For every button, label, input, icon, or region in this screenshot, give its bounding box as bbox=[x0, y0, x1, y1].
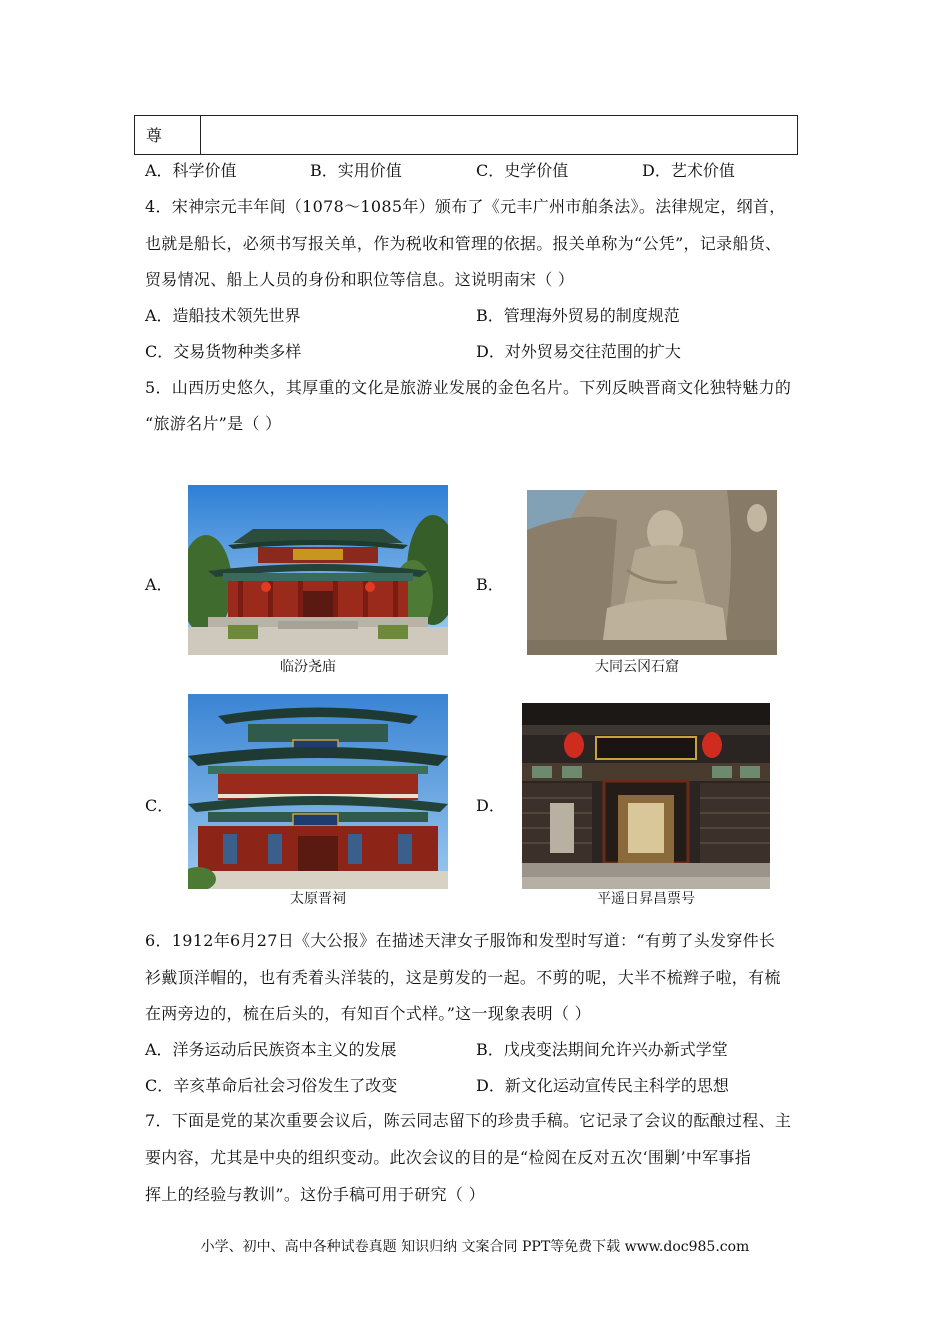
q5-caption-d: 平遥日昇昌票号 bbox=[597, 891, 695, 907]
q5-option-b-letter: B． bbox=[476, 575, 504, 594]
rishengchang-photo bbox=[522, 703, 770, 889]
q4-stem-line-2: 也就是船长，必须书写报关单，作为税收和管理的依据。报关单称为“公凭”，记录船货、 bbox=[145, 234, 782, 253]
q3-option-c: C．史学价值 bbox=[476, 161, 569, 180]
q5-caption-a: 临汾尧庙 bbox=[280, 659, 336, 675]
q4-stem-line-1: 4．宋神宗元丰年间（1078～1085年）颁布了《元丰广州市舶条法》。法律规定，纲首， bbox=[145, 197, 786, 216]
page-footer: 小学、初中、高中各种试卷真题 知识归纳 文案合同 PPT等免费下载 www.doc985.com bbox=[200, 1239, 750, 1255]
rishengchang-sign bbox=[596, 737, 696, 759]
q6-stem-line-3: 在两旁边的，梳在后头的，有知百个式样。”这一现象表明（ ） bbox=[145, 1004, 591, 1023]
q5-option-a-letter: A． bbox=[145, 575, 173, 594]
yungang-photo bbox=[527, 490, 777, 655]
q4-option-c: C．交易货物种类多样 bbox=[145, 342, 302, 361]
table-cell bbox=[135, 116, 201, 154]
yaomiao-photo bbox=[188, 485, 448, 655]
q5-caption-b: 大同云冈石窟 bbox=[595, 659, 679, 675]
q6-option-d: D．新文化运动宣传民主科学的思想 bbox=[476, 1076, 729, 1095]
q7-stem-line-1: 7．下面是党的某次重要会议后，陈云同志留下的珍贵手稿。它记录了会议的酝酿过程、主 bbox=[145, 1111, 792, 1130]
q3-option-b: B．实用价值 bbox=[310, 161, 402, 180]
answer-table bbox=[134, 115, 798, 155]
q5-stem-line-2: “旅游名片”是（ ） bbox=[145, 414, 282, 433]
jinci-sign-mid bbox=[293, 814, 338, 826]
q7-stem-line-3: 挥上的经验与教训”。这份手稿可用于研究（ ） bbox=[145, 1185, 485, 1204]
q4-option-d: D．对外贸易交往范围的扩大 bbox=[476, 342, 681, 361]
table-cell-text: 尊 bbox=[146, 126, 163, 145]
q5-stem-line-1: 5．山西历史悠久，其厚重的文化是旅游业发展的金色名片。下列反映晋商文化独特魅力的 bbox=[145, 378, 792, 397]
q6-stem-line-1: 6．1912年6月27日《大公报》在描述天津女子服饰和发型时写道：“有剪了头发穿件长 bbox=[145, 931, 776, 950]
q5-option-d-letter: D． bbox=[476, 796, 505, 815]
yaomiao-sign bbox=[293, 549, 343, 560]
q4-option-a: A．造船技术领先世界 bbox=[145, 306, 301, 325]
q3-option-d: D．艺术价值 bbox=[642, 161, 735, 180]
q5-option-c-letter: C． bbox=[145, 796, 174, 815]
jinci-photo bbox=[188, 694, 448, 889]
q6-stem-line-2: 衫戴顶洋帽的，也有秃着头洋装的，这是剪发的一起。不剪的呢，大半不梳辫子啦，有梳 bbox=[145, 968, 781, 987]
q3-option-a: A．科学价值 bbox=[145, 161, 237, 180]
q7-stem-line-2: 要内容，尤其是中央的组织变动。此次会议的目的是“检阅在反对五次‘围剿’中军事指 bbox=[145, 1148, 752, 1167]
q5-caption-c: 太原晋祠 bbox=[290, 891, 346, 907]
q6-option-a: A．洋务运动后民族资本主义的发展 bbox=[145, 1040, 397, 1059]
q4-stem-line-3: 贸易情况、船上人员的身份和职位等信息。这说明南宋（ ） bbox=[145, 270, 575, 289]
q6-option-b: B．戊戌变法期间允许兴办新式学堂 bbox=[476, 1040, 728, 1059]
q6-option-c: C．辛亥革命后社会习俗发生了改变 bbox=[145, 1076, 398, 1095]
q4-option-b: B．管理海外贸易的制度规范 bbox=[476, 306, 680, 325]
